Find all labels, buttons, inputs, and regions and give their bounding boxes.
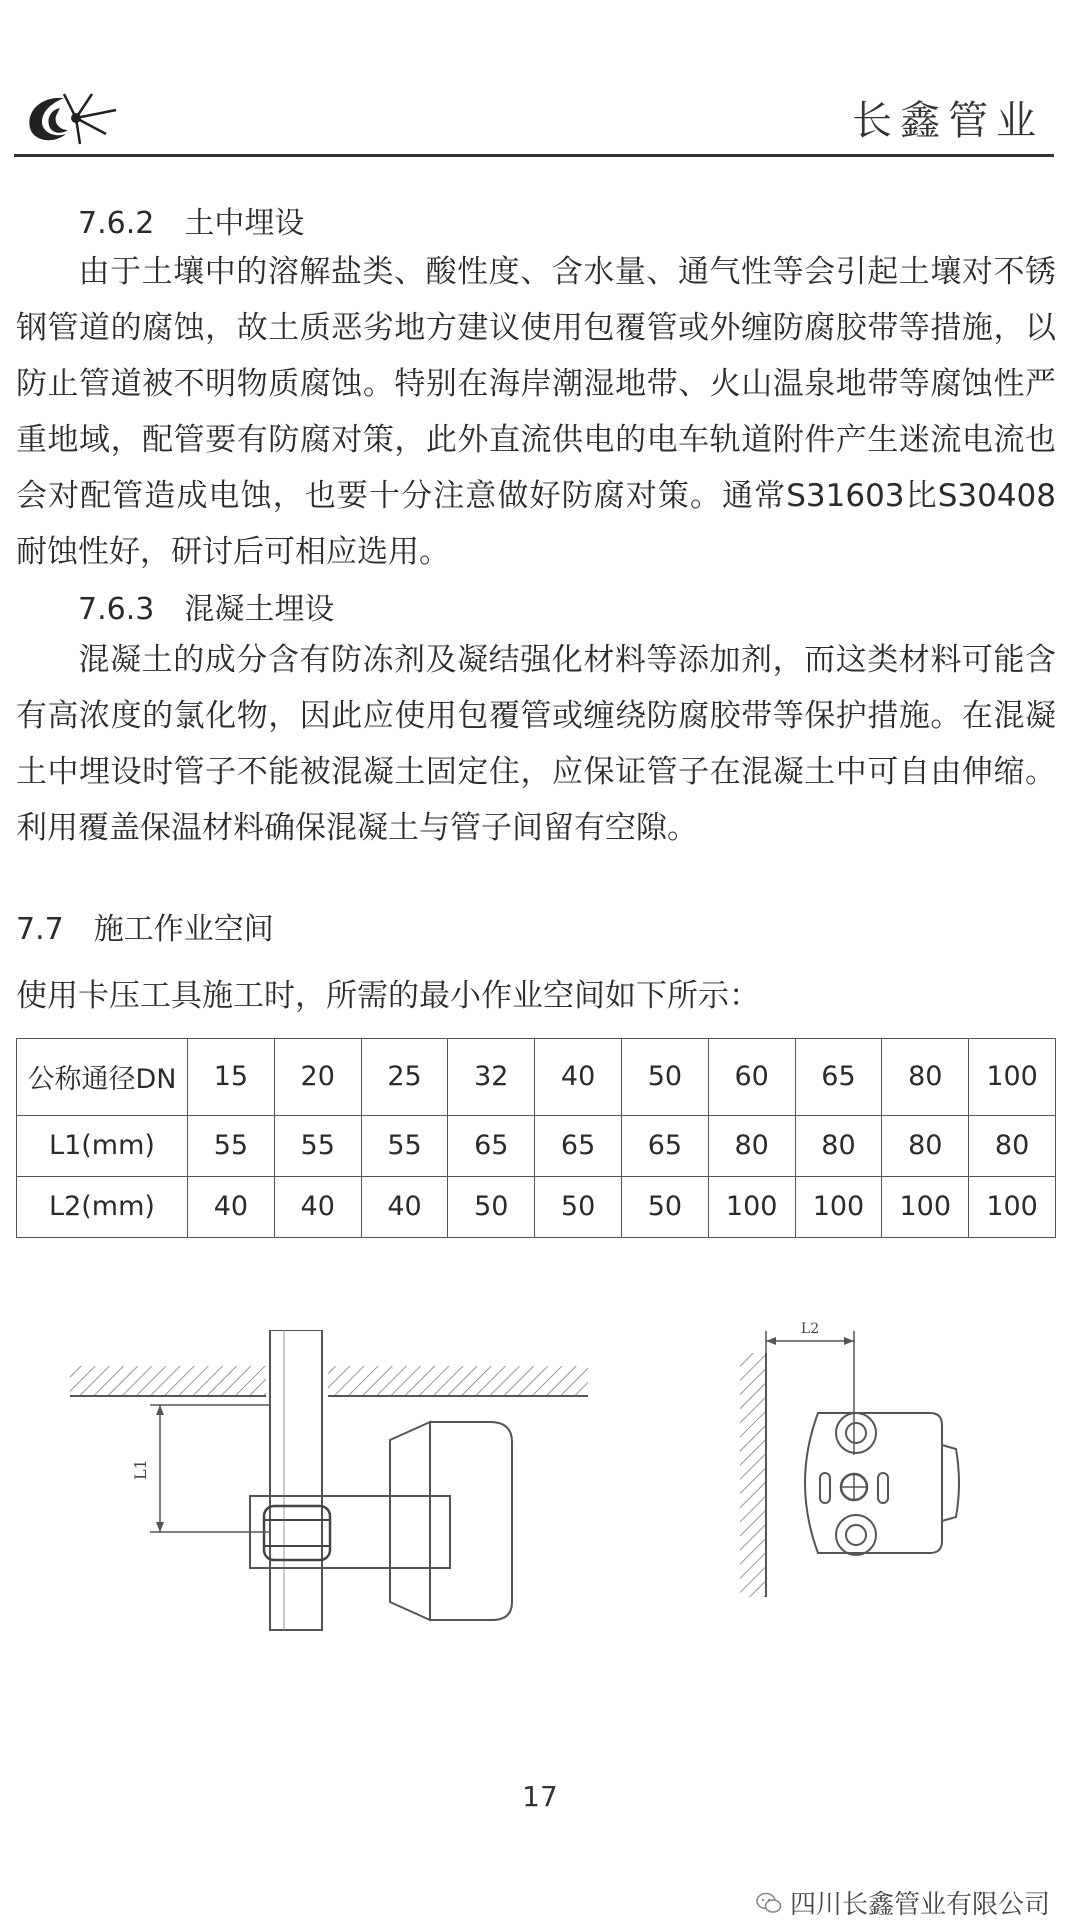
table-cell: 100	[882, 1176, 969, 1237]
table-cell: 100	[708, 1176, 795, 1237]
table-cell: 60	[708, 1039, 795, 1116]
table-cell: L2(mm)	[17, 1176, 188, 1237]
l2-clearance-diagram	[730, 1305, 1050, 1605]
table-row	[17, 1176, 1056, 1237]
table-cell: 40	[535, 1039, 622, 1116]
section-7-6-3-body	[16, 632, 1056, 856]
table-cell: 55	[361, 1115, 448, 1176]
section-7-7-title: 7.7 施工作业空间	[16, 912, 274, 947]
section-7-6-3-text: 混凝土的成分含有防冻剂及凝结强化材料等添加剂，而这类材料可能含有高浓度的氯化物，因此应使用包覆管或缠绕防腐胶带等保护措施。在混凝土中埋设时管子不能被混凝土固定住，应保证管子在混凝土中可自由伸缩。利用覆盖保温材料确保混凝土与管子间留有空隙。	[16, 642, 1056, 846]
section-7-6-2-body	[16, 244, 1056, 580]
section-7-6-2-text: 由于土壤中的溶解盐类、酸性度、含水量、通气性等会引起土壤对不锈钢管道的腐蚀，故土质恶劣地方建议使用包覆管或外缠防腐胶带等措施，以防止管道被不明物质腐蚀。特别在海岸潮湿地带、火山温泉地带等腐蚀性严重地域，配管要有防腐对策，此外直流供电的电车轨道附件产生迷流电流也会对配管造成电蚀，也要十分注意做好防腐对策。通常S31603比S30408耐蚀性好，研讨后可相应选用。	[16, 254, 1056, 570]
table-cell: 100	[969, 1039, 1056, 1116]
table-cell: L1(mm)	[17, 1115, 188, 1176]
table-cell: 55	[188, 1115, 275, 1176]
table-cell: 20	[274, 1039, 361, 1116]
l1-label: L1	[131, 1459, 150, 1480]
footer-brand-text: 四川长鑫管业有限公司	[789, 1890, 1050, 1920]
table-cell: 80	[882, 1115, 969, 1176]
footer-watermark	[756, 1884, 1050, 1921]
company-logo	[20, 88, 120, 150]
table-row	[17, 1039, 1056, 1116]
section-7-6-2-title: 7.6.2 土中埋设	[78, 206, 305, 241]
page-header	[14, 82, 1054, 157]
table-cell: 公称通径DN	[17, 1039, 188, 1116]
table-cell: 40	[361, 1176, 448, 1237]
workspace-table	[16, 1038, 1056, 1238]
table-cell: 100	[969, 1176, 1056, 1237]
table-cell: 50	[448, 1176, 535, 1237]
table-cell: 80	[708, 1115, 795, 1176]
header-brand: 长鑫管业	[852, 98, 1044, 144]
table-cell: 55	[274, 1115, 361, 1176]
l2-label: L2	[800, 1321, 820, 1337]
table-cell: 80	[882, 1039, 969, 1116]
table-cell: 32	[448, 1039, 535, 1116]
table-cell: 65	[795, 1039, 882, 1116]
table-cell: 80	[795, 1115, 882, 1176]
table-cell: 80	[969, 1115, 1056, 1176]
page-number: 17	[522, 1780, 558, 1813]
table-cell: 40	[274, 1176, 361, 1237]
table-cell: 100	[795, 1176, 882, 1237]
table-row	[17, 1115, 1056, 1176]
wechat-icon	[756, 1892, 782, 1914]
section-7-7-intro: 使用卡压工具施工时，所需的最小作业空间如下所示：	[16, 978, 760, 1014]
table-cell: 65	[535, 1115, 622, 1176]
table-cell: 40	[188, 1176, 275, 1237]
table-cell: 25	[361, 1039, 448, 1116]
table-cell: 15	[188, 1039, 275, 1116]
l1-clearance-diagram	[60, 1330, 600, 1650]
table-cell: 50	[621, 1176, 708, 1237]
section-7-6-3-title: 7.6.3 混凝土埋设	[78, 592, 335, 627]
table-cell: 65	[621, 1115, 708, 1176]
table-cell: 50	[621, 1039, 708, 1116]
table-cell: 50	[535, 1176, 622, 1237]
table-cell: 65	[448, 1115, 535, 1176]
